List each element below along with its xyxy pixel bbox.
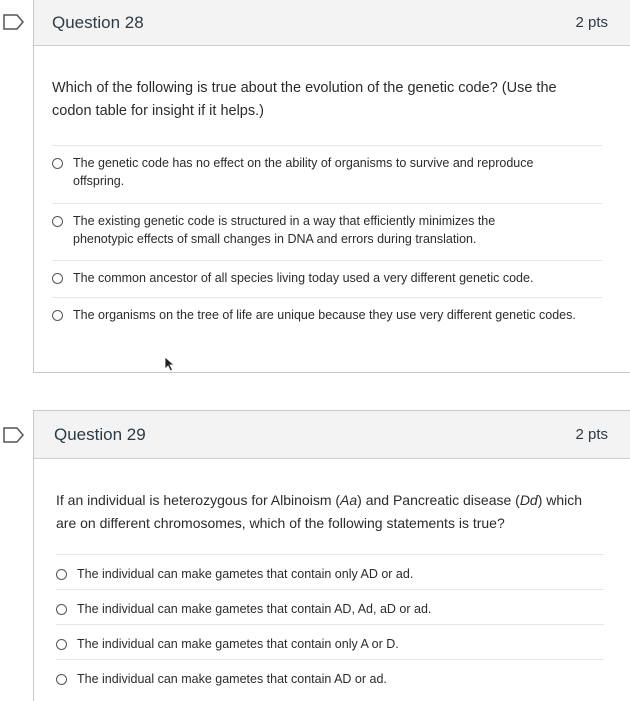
answer-label: The genetic code has no effect on the ability of organisms to survive and reproduce offspring.: [73, 156, 534, 188]
answer-option[interactable]: [56, 554, 604, 583]
radio-button[interactable]: [56, 569, 67, 580]
radio-button[interactable]: [56, 604, 67, 615]
answer-label: The common ancestor of all species living today used a very different genetic code.: [73, 271, 534, 285]
answer-label: The individual can make gametes that contain AD or ad.: [77, 672, 387, 686]
prompt-genotype: Aa: [340, 492, 358, 508]
answer-option[interactable]: [56, 659, 604, 688]
radio-button[interactable]: [52, 310, 63, 321]
radio-button[interactable]: [52, 216, 63, 227]
answer-label: The organisms on the tree of life are unique because they use very different genetic codes.: [73, 308, 576, 322]
answer-label: The existing genetic code is structured in a way that efficiently minimizes the phenotypic effects of small changes in DNA and errors during translation.: [73, 214, 496, 246]
flag-question-icon[interactable]: [3, 14, 25, 35]
question-28-card: [33, 0, 630, 373]
answer-label: The individual can make gametes that contain only A or D.: [77, 637, 399, 651]
prompt-text: ) which are on different chromosomes, which of the following statements is true?: [56, 492, 583, 531]
answer-label: The individual can make gametes that contain AD, Ad, aD or ad.: [77, 602, 432, 616]
question-prompt: [56, 489, 596, 535]
question-title: Question 29: [54, 424, 146, 444]
question-28-header: [34, 0, 630, 46]
question-points: 2 pts: [575, 14, 608, 31]
answer-option[interactable]: [56, 589, 604, 618]
answer-option[interactable]: [52, 203, 602, 248]
radio-button[interactable]: [52, 158, 63, 169]
question-prompt: Which of the following is true about the evolution of the genetic code? (Use the codon table for insight if it helps.): [52, 80, 557, 119]
radio-button[interactable]: [56, 639, 67, 650]
prompt-text: If an individual is heterozygous for Albinoism (: [56, 492, 341, 508]
radio-button[interactable]: [52, 273, 63, 284]
answer-option[interactable]: [52, 145, 602, 190]
answer-option[interactable]: [52, 260, 602, 287]
question-title: Question 28: [52, 12, 144, 32]
question-points: 2 pts: [575, 426, 608, 443]
prompt-genotype: Dd: [519, 492, 538, 508]
flag-question-icon[interactable]: [3, 427, 25, 448]
question-29-card: [33, 410, 630, 701]
mouse-cursor-icon: [164, 356, 176, 372]
radio-button[interactable]: [56, 674, 67, 685]
question-29-header: [34, 411, 630, 459]
prompt-text: ) and Pancreatic disease (: [357, 492, 520, 508]
answer-option[interactable]: [56, 624, 604, 653]
answer-option[interactable]: [52, 297, 602, 324]
answer-label: The individual can make gametes that contain only AD or ad.: [77, 567, 414, 581]
